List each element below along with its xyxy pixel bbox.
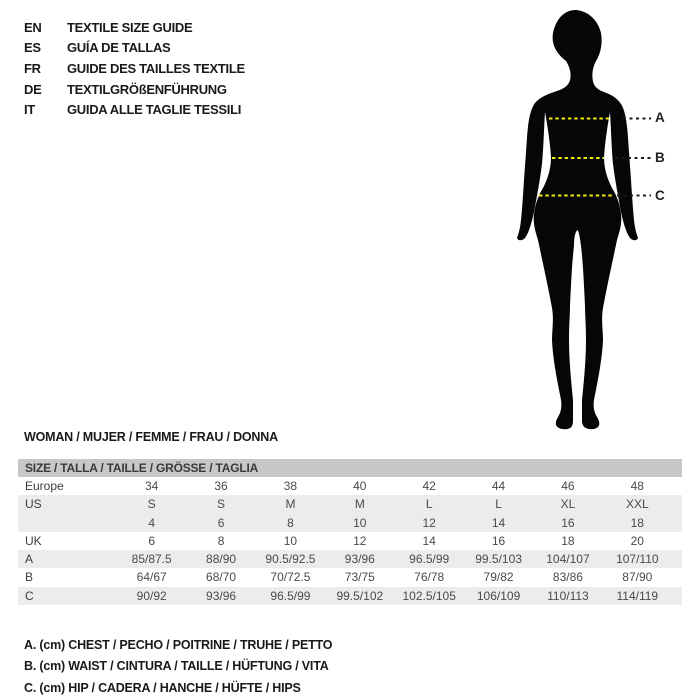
size-cell-value: 93/96 <box>344 552 375 567</box>
size-cell-value: 114/119 <box>616 588 659 603</box>
size-cell-value: 8 <box>217 533 225 548</box>
size-table-row <box>18 587 682 605</box>
size-cell-value: 14 <box>422 533 436 548</box>
size-cell-value: 73/75 <box>344 570 375 585</box>
size-cell-value: XXL <box>625 497 649 512</box>
size-table <box>18 459 682 605</box>
size-cell-value: 99.5/103 <box>475 552 522 567</box>
size-cell-value: 85/87.5 <box>131 552 172 567</box>
size-table-header: SIZE / TALLA / TAILLE / GRÖSSE / TAGLIA <box>18 459 682 477</box>
size-cell-value: 88/90 <box>206 552 237 567</box>
size-cell-value: 42 <box>422 479 436 493</box>
size-cell-value: 8 <box>287 515 294 530</box>
size-cell-value: 44 <box>491 479 506 493</box>
size-cell-value: 38 <box>283 479 298 493</box>
size-cell-value: 46 <box>561 479 575 493</box>
size-row-label <box>18 514 117 532</box>
language-title-text: GUIDA ALLE TAGLIE TESSILI <box>67 102 242 118</box>
legend-line: C. (cm) HIP / CADERA / HANCHE / HÜFTE / HIPS <box>24 680 301 695</box>
size-table-row <box>18 495 682 513</box>
size-table-row <box>18 514 682 532</box>
size-cell-value: 4 <box>148 515 156 530</box>
size-cell-value: 20 <box>630 533 644 548</box>
language-title-text: GUÍA DE TALLAS <box>67 40 171 56</box>
size-cell-value: 96.5/99 <box>409 552 450 567</box>
size-cell-value: S <box>217 497 226 512</box>
language-code: FR <box>24 60 41 76</box>
size-cell-value: M <box>285 497 296 512</box>
size-cell-value: 18 <box>630 515 644 530</box>
language-title-text: GUIDE DES TAILLES TEXTILE <box>67 60 245 76</box>
size-cell-value: 40 <box>353 479 367 493</box>
size-cell-value: L <box>495 497 502 512</box>
size-row-label: UK <box>25 533 42 548</box>
size-cell-value: 110/113 <box>547 588 589 603</box>
size-table-row <box>18 532 682 550</box>
size-cell-value: 87/90 <box>622 570 653 585</box>
size-cell-value: 16 <box>491 533 506 548</box>
size-cell-value: 6 <box>148 533 156 548</box>
size-cell-value: 76/78 <box>414 570 445 585</box>
size-table-row <box>18 477 682 495</box>
size-cell-value: 68/70 <box>206 570 237 585</box>
size-row-label: B <box>25 570 34 585</box>
size-cell-value: 64/67 <box>136 570 167 585</box>
woman-silhouette-shape <box>517 10 638 429</box>
marker-label-waist: B <box>655 150 665 165</box>
language-title-text: TEXTILE SIZE GUIDE <box>67 19 193 35</box>
size-row-label: C <box>25 588 34 603</box>
marker-label-chest: A <box>655 110 665 125</box>
language-title-text: TEXTILGRÖßENFÜHRUNG <box>67 81 227 97</box>
legend-line: B. (cm) WAIST / CINTURA / TAILLE / HÜFTUNG / VITA <box>24 659 329 674</box>
size-cell-value: S <box>147 497 156 512</box>
language-code: IT <box>24 102 35 118</box>
size-table-row <box>18 568 682 586</box>
size-cell-value: 104/107 <box>546 552 590 567</box>
size-cell-value: 70/72.5 <box>270 570 311 585</box>
language-code: ES <box>24 40 41 56</box>
woman-silhouette <box>498 5 670 435</box>
size-cell-value: 79/82 <box>483 570 514 585</box>
size-row-label: Europe <box>25 479 64 493</box>
size-cell-value: 96.5/99 <box>270 588 311 603</box>
size-cell-value: 90/92 <box>136 588 167 603</box>
size-cell-value: 34 <box>145 479 159 493</box>
size-cell-value: 106/109 <box>476 588 521 603</box>
size-cell-value: 18 <box>561 533 575 548</box>
size-cell-value: 14 <box>491 515 506 530</box>
size-cell-value: L <box>425 497 433 512</box>
size-cell-value: 90.5/92.5 <box>265 552 316 567</box>
size-cell-value: 10 <box>283 533 298 548</box>
size-cell-value: 107/110 <box>616 552 659 567</box>
size-cell-value: 93/96 <box>206 588 237 603</box>
size-table-body <box>18 477 682 605</box>
size-cell-value: 48 <box>630 479 644 493</box>
size-cell-value: 12 <box>422 515 436 530</box>
language-code: EN <box>24 19 42 35</box>
size-cell-value: 99.5/102 <box>336 588 384 603</box>
category-line: WOMAN / MUJER / FEMME / FRAU / DONNA <box>24 430 278 444</box>
size-cell-value: 16 <box>561 515 575 530</box>
size-cell-value: 36 <box>214 479 228 493</box>
marker-label-hip: C <box>655 188 665 203</box>
size-cell-value: XL <box>560 497 576 512</box>
size-row-label: A <box>25 552 34 567</box>
size-cell-value: 102.5/105 <box>402 588 456 603</box>
measurement-legend <box>24 635 332 699</box>
size-cell-value: M <box>354 497 365 512</box>
size-row-label: US <box>25 497 42 512</box>
language-code: DE <box>24 81 42 97</box>
size-cell-value: 6 <box>217 515 225 530</box>
size-cell-value: 83/86 <box>552 570 583 585</box>
size-table-row <box>18 550 682 568</box>
legend-line: A. (cm) CHEST / PECHO / POITRINE / TRUHE / PETTO <box>24 638 333 652</box>
size-cell-value: 10 <box>353 515 367 530</box>
size-cell-value: 12 <box>353 533 367 548</box>
